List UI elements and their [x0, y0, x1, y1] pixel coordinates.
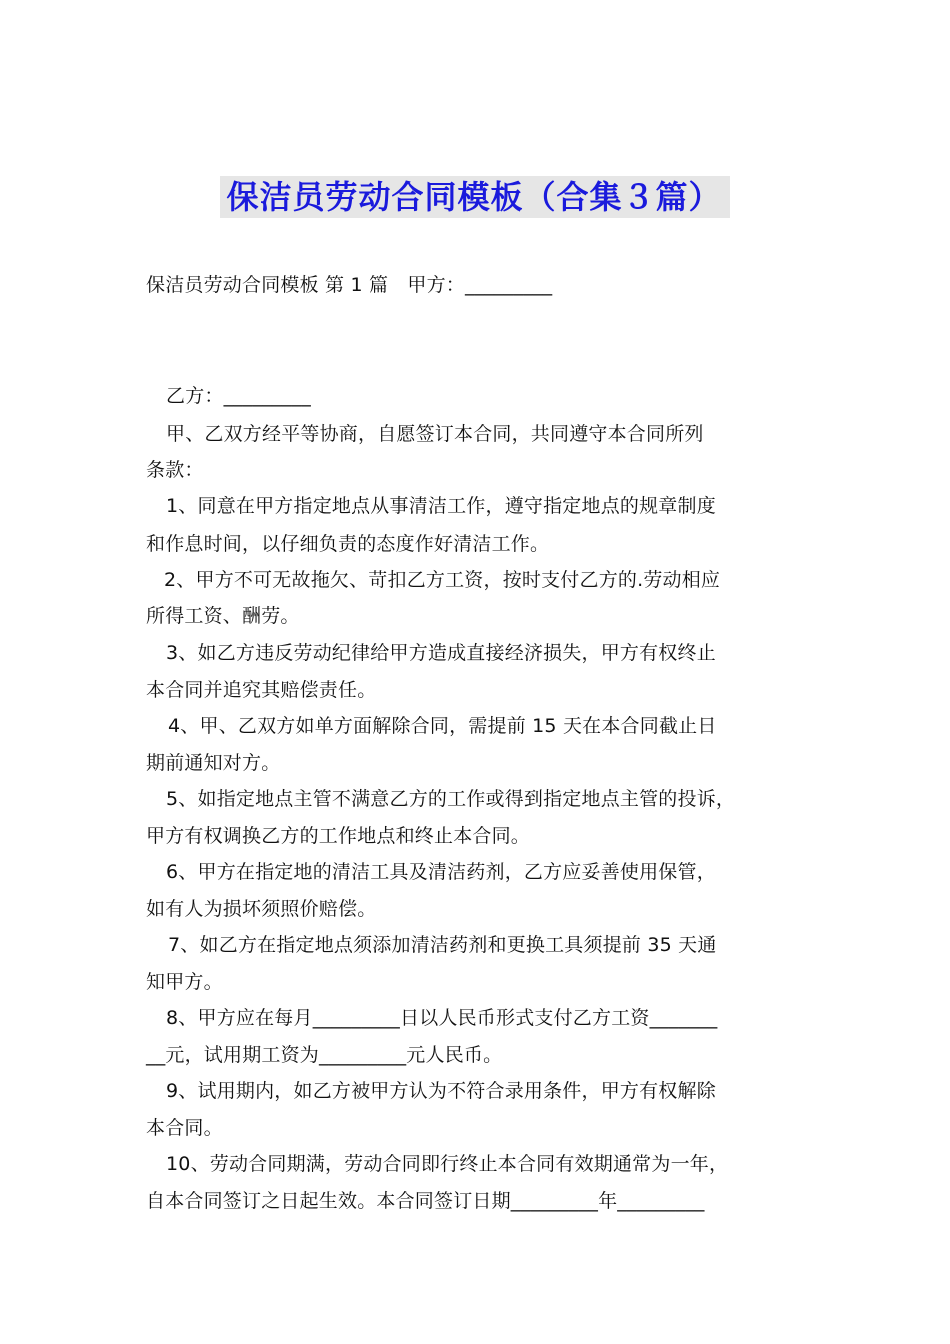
clause-line: 5、如指定地点主管不满意乙方的工作或得到指定地点主管的投诉， [166, 788, 736, 810]
title-container [0, 176, 950, 218]
clause-line: 如有人为损坏须照价赔偿。 [146, 898, 377, 920]
clause-line: 自本合同签订之日起生效。本合同签订日期_________年_________ [146, 1190, 705, 1212]
clause-line: 3、如乙方违反劳动纪律给甲方造成直接经济损失，甲方有权终止 [166, 642, 716, 664]
clause-line: 本合同。 [146, 1117, 223, 1139]
clause-line: 知甲方。 [146, 971, 223, 993]
clause-line: __元，试用期工资为_________元人民币。 [146, 1044, 503, 1066]
clause-line: 所得工资、酬劳。 [146, 605, 300, 627]
clause-line: 4、甲、乙双方如单方面解除合同，需提前 15 天在本合同截止日 [168, 715, 717, 737]
clause-line: 2、甲方不可无故拖欠、苛扣乙方工资，按时支付乙方的.劳动相应 [164, 569, 721, 591]
clause-line: 1、同意在甲方指定地点从事清洁工作，遵守指定地点的规章制度 [166, 495, 716, 517]
subtitle-line: 保洁员劳动合同模板 第 1 篇 甲方：_________ [146, 274, 553, 296]
clause-line: 10、劳动合同期满，劳动合同即行终止本合同有效期通常为一年， [166, 1153, 729, 1175]
clause-line: 和作息时间，以仔细负责的态度作好清洁工作。 [146, 533, 550, 555]
clause-line: 6、甲方在指定地的清洁工具及清洁药剂，乙方应妥善使用保管， [166, 861, 716, 883]
clause-line: 7、如乙方在指定地点须添加清洁药剂和更换工具须提前 35 天通 [168, 934, 717, 956]
document-title: 保洁员劳动合同模板（合集３篇） [220, 176, 729, 218]
text-line: 甲、乙双方经平等协商，自愿签订本合同，共同遵守本合同所列 [166, 423, 704, 445]
clause-line: 本合同并追究其赔偿责任。 [146, 679, 377, 701]
clause-line: 期前通知对方。 [146, 752, 281, 774]
clause-line: 8、甲方应在每月_________日以人民币形式支付乙方工资_______ [166, 1007, 718, 1029]
clause-line: 甲方有权调换乙方的工作地点和终止本合同。 [146, 825, 531, 847]
party-b-line: 乙方：_________ [166, 385, 311, 407]
text-line: 条款： [146, 459, 204, 481]
clause-line: 9、试用期内，如乙方被甲方认为不符合录用条件，甲方有权解除 [166, 1080, 716, 1102]
